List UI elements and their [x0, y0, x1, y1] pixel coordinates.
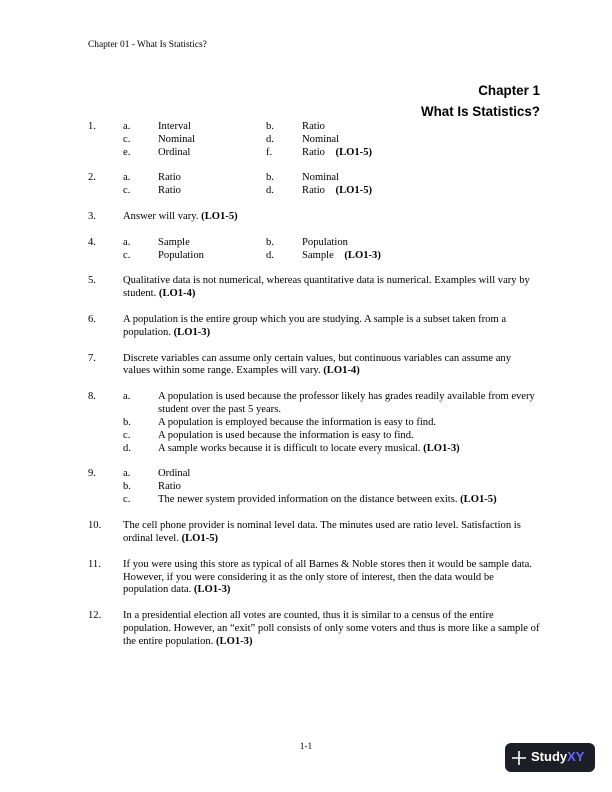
sub-answer — [123, 494, 540, 507]
option-label: a. — [123, 121, 131, 132]
answer-text — [123, 559, 540, 598]
option-value: Population — [302, 236, 348, 248]
answer-row — [123, 134, 540, 147]
learning-objective: (LO1-5) — [335, 185, 373, 197]
answer-text — [123, 520, 540, 546]
answer-row — [123, 121, 540, 134]
option-value: Ratio — [302, 121, 325, 132]
sub-label: b. — [123, 416, 131, 428]
answer-number: 10. — [88, 520, 102, 531]
sub-label: c. — [123, 429, 131, 441]
sub-label: a. — [123, 391, 131, 403]
answer-item — [88, 468, 540, 507]
answer-body: If you were using this store as typical of all Barnes & Noble stores then it would be sample data. However, if you were considering it as the only store of interest, then the data would be population data. — [123, 558, 532, 596]
answer-body: Qualitative data is not numerical, whereas quantitative data is numerical. Examples will vary by student. — [123, 275, 530, 300]
answer-item — [88, 211, 540, 224]
sub-text: A population is used because the information is easy to find. — [158, 429, 414, 441]
sub-text: A population is used because the professor likely has grades readily available from every student over the past 5 years. — [158, 391, 535, 416]
option-label: d. — [266, 249, 274, 261]
option-value-cell — [302, 250, 381, 263]
option-value: Nominal — [302, 172, 340, 184]
answer-item — [88, 237, 540, 263]
answer-number: 6. — [88, 313, 96, 325]
option-value: Population — [158, 249, 204, 261]
plus-sparkle-icon — [512, 751, 526, 765]
answer-item — [88, 172, 540, 198]
answer-item — [88, 275, 540, 301]
page-number: 1-1 — [299, 742, 313, 752]
option-value-cell — [302, 121, 325, 134]
option-value-cell — [302, 134, 339, 147]
answer-text — [123, 211, 540, 224]
learning-objective: (LO1-5) — [460, 494, 497, 506]
chapter-number: Chapter 1 — [478, 83, 540, 98]
answer-row — [123, 237, 540, 250]
answer-number: 8. — [88, 391, 96, 403]
answer-item — [88, 610, 540, 649]
learning-objective: (LO1-5) — [335, 146, 373, 158]
sub-text: Ratio — [158, 481, 181, 493]
option-label: c. — [123, 133, 131, 145]
answer-number: 2. — [88, 172, 96, 184]
sub-answer — [123, 443, 540, 456]
option-value: Ordinal — [158, 146, 191, 158]
learning-objective: (LO1-3) — [344, 249, 381, 261]
answer-number: 11. — [88, 558, 101, 570]
answer-item — [88, 121, 540, 160]
sub-text: Ordinal — [158, 468, 191, 480]
answer-row — [123, 172, 540, 185]
learning-objective: (LO1-5) — [201, 211, 238, 223]
sub-text: The newer system provided information on the distance between exits. — [158, 494, 458, 506]
answer-item — [88, 559, 540, 598]
option-label: b. — [266, 121, 274, 132]
option-label: d. — [266, 133, 274, 145]
answer-body: Discrete variables can assume only certain values, but continuous variables can assume any values within some range. Examples will vary. — [123, 352, 512, 377]
option-label: a. — [123, 172, 131, 184]
answer-body: A population is the entire group which you are studying. A sample is a subset taken from a population. — [123, 313, 507, 338]
option-label: b. — [266, 236, 274, 248]
badge-brand: Study — [531, 749, 568, 765]
option-value: Ratio — [158, 172, 181, 184]
sub-answer — [123, 468, 540, 481]
answer-text — [123, 353, 540, 379]
answer-number: 1. — [88, 121, 96, 132]
running-header: Chapter 01 - What Is Statistics? — [88, 40, 207, 50]
sub-label: b. — [123, 481, 131, 493]
option-value: Ratio — [302, 185, 325, 197]
learning-objective: (LO1-4) — [323, 365, 360, 377]
sub-answer — [123, 430, 540, 443]
sub-answer — [123, 481, 540, 494]
answer-number: 5. — [88, 275, 96, 287]
option-value: Ratio — [302, 146, 325, 158]
option-label: c. — [123, 185, 131, 197]
option-value: Nominal — [302, 133, 340, 145]
sub-label: c. — [123, 494, 131, 506]
answer-number: 7. — [88, 352, 96, 364]
answer-text — [123, 275, 540, 301]
learning-objective: (LO1-3) — [215, 635, 253, 647]
chapter-heading — [421, 80, 540, 122]
sub-answer — [123, 391, 540, 417]
sub-label: a. — [123, 468, 131, 480]
answer-body: The cell phone provider is nominal level data. The minutes used are ratio level. Satisfaction is ordinal level. — [123, 520, 521, 544]
learning-objective: (LO1-3) — [193, 584, 231, 596]
answer-number: 4. — [88, 236, 96, 248]
option-value: Sample — [158, 236, 190, 248]
answer-number: 9. — [88, 468, 96, 480]
answer-number: 12. — [88, 610, 102, 622]
answer-row — [123, 185, 540, 198]
option-value: Interval — [158, 121, 191, 132]
learning-objective: (LO1-5) — [181, 532, 219, 544]
answer-text — [123, 314, 540, 340]
sub-text: A population is employed because the information is easy to find. — [158, 416, 437, 428]
option-value-cell — [302, 185, 372, 198]
answer-list — [88, 121, 540, 662]
option-value-cell — [302, 172, 339, 185]
answer-number: 3. — [88, 211, 96, 223]
sub-answer — [123, 417, 540, 430]
option-value-cell — [302, 237, 348, 250]
answer-item — [88, 391, 540, 456]
option-label: d. — [266, 185, 274, 197]
chapter-title: What Is Statistics? — [420, 104, 540, 119]
sub-label: d. — [123, 442, 131, 454]
answer-item — [88, 520, 540, 546]
option-label: b. — [266, 172, 274, 184]
answer-item — [88, 314, 540, 340]
answer-item — [88, 353, 540, 379]
option-label: a. — [123, 236, 131, 248]
learning-objective: (LO1-3) — [423, 442, 460, 454]
answer-body: Answer will vary. — [123, 211, 199, 223]
option-value: Sample — [302, 249, 334, 261]
option-label: e. — [123, 146, 131, 158]
answer-body: In a presidential election all votes are counted, thus it is similar to a census of the entire population. However, an “exit” poll consists of only some voters and thus is more like a sample of the entire population. — [123, 610, 540, 647]
sub-text: A sample works because it is difficult to locate every musical. — [158, 442, 421, 454]
option-value-cell — [302, 147, 372, 160]
answer-text — [123, 610, 540, 649]
option-value: Ratio — [158, 185, 181, 197]
option-value: Nominal — [158, 133, 196, 145]
studyxy-badge[interactable] — [505, 743, 595, 772]
answer-row — [123, 147, 540, 160]
learning-objective: (LO1-3) — [173, 326, 211, 338]
option-label: c. — [123, 249, 131, 261]
badge-brand-accent: XY — [567, 749, 585, 765]
answer-row — [123, 250, 540, 263]
learning-objective: (LO1-4) — [158, 288, 196, 300]
option-label: f. — [266, 146, 273, 158]
